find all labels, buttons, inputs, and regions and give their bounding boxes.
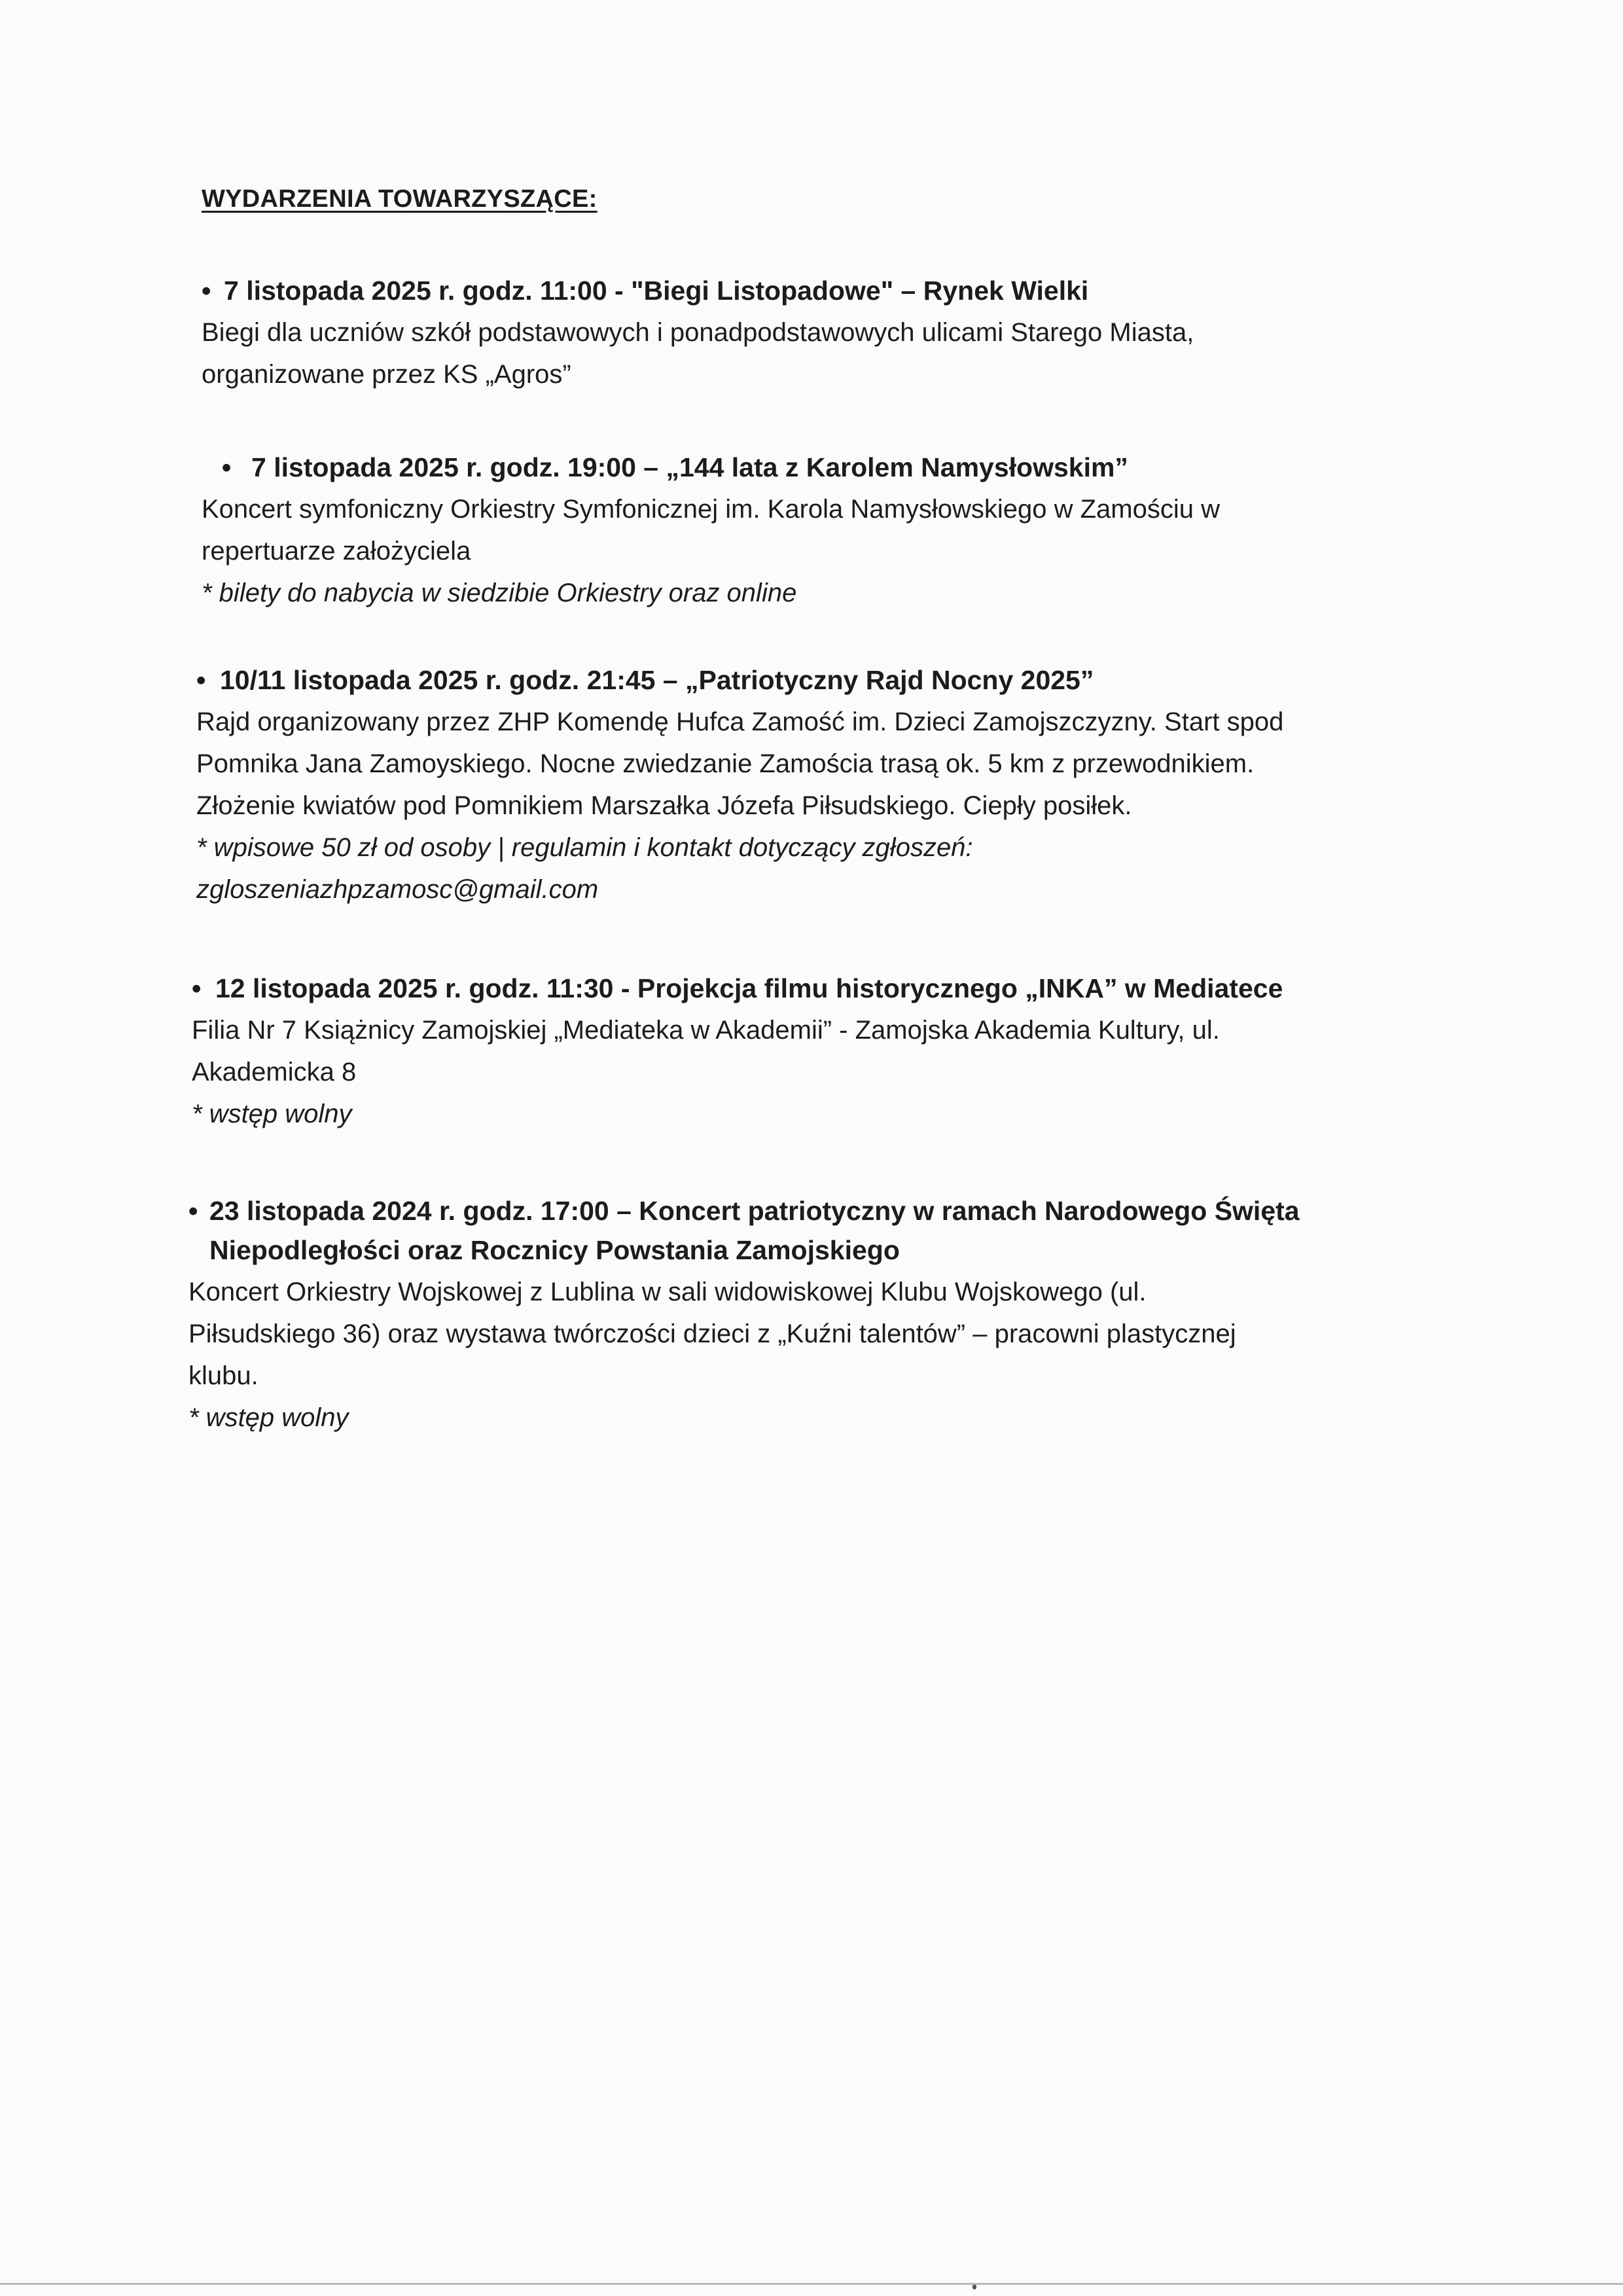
event-contact-email[interactable]: zgloszeniazhpzamosc@gmail.com (196, 875, 599, 904)
event-note: * bilety do nabycia w siedzibie Orkiestry oraz online (202, 579, 797, 607)
event-description: Piłsudskiego 36) oraz wystawa twórczości dzieci z „Kuźni talentów” – pracowni plastycznej (188, 1319, 1236, 1348)
event-note: * wstęp wolny (192, 1100, 352, 1128)
bullet-icon: • (188, 1196, 198, 1226)
event-description: repertuarze założyciela (202, 537, 471, 565)
bullet-icon: • (202, 276, 211, 306)
event-title-text: 7 listopada 2025 r. godz. 11:00 - "Biegi Listopadowe" – Rynek Wielki (224, 276, 1089, 306)
scan-edge-line (0, 2283, 1623, 2285)
event-item (202, 274, 1623, 395)
event-item (202, 450, 1623, 614)
scan-speck (972, 2284, 976, 2289)
event-description: Akademicka 8 (192, 1058, 357, 1086)
bullet-icon: • (192, 973, 202, 1003)
bullet-icon: • (221, 452, 232, 482)
event-description: Koncert symfoniczny Orkiestry Symfonicznej im. Karola Namysłowskiego w Zamościu w (202, 495, 1220, 524)
event-description: Złożenie kwiatów pod Pomnikiem Marszałka Józefa Piłsudskiego. Ciepły posiłek. (196, 791, 1132, 820)
event-title-text: 23 listopada 2024 r. godz. 17:00 – Koncert patriotyczny w ramach Narodowego Święta (209, 1196, 1300, 1226)
event-description: Rajd organizowany przez ZHP Komendę Hufca Zamość im. Dzieci Zamojszczyzny. Start spod (196, 708, 1284, 736)
event-title-text: 7 listopada 2025 r. godz. 19:00 – „144 lata z Karolem Namysłowskim” (251, 452, 1128, 482)
event-description: Filia Nr 7 Książnicy Zamojskiej „Mediateka w Akademii” - Zamojska Akademia Kultury, ul. (192, 1016, 1220, 1045)
event-description: Pomnika Jana Zamoyskiego. Nocne zwiedzanie Zamościa trasą ok. 5 km z przewodnikiem. (196, 749, 1255, 778)
event-note: * wstęp wolny (188, 1403, 349, 1432)
bullet-icon: • (196, 665, 206, 695)
event-title-text: 12 listopada 2025 r. godz. 11:30 - Projekcja filmu historycznego „INKA” w Mediatece (215, 973, 1283, 1003)
event-note: * wpisowe 50 zł od osoby | regulamin i kontakt dotyczący zgłoszeń: (196, 833, 973, 862)
event-title (192, 971, 1623, 1005)
event-title-text: 10/11 listopada 2025 r. godz. 21:45 – „Patriotyczny Rajd Nocny 2025” (220, 665, 1094, 695)
event-description: Biegi dla uczniów szkół podstawowych i ponadpodstawowych ulicami Starego Miasta, (202, 318, 1194, 347)
event-title-continued: Niepodległości oraz Rocznicy Powstania Zamojskiego (209, 1235, 900, 1265)
event-title (188, 1194, 1623, 1228)
event-title (202, 450, 1623, 484)
event-description: organizowane przez KS „Agros” (202, 360, 571, 389)
event-description: klubu. (188, 1361, 259, 1390)
event-item (196, 663, 1623, 910)
event-item (192, 971, 1623, 1135)
event-item (188, 1194, 1623, 1439)
event-title (202, 274, 1623, 308)
event-description: Koncert Orkiestry Wojskowej z Lublina w sali widowiskowej Klubu Wojskowego (ul. (188, 1278, 1147, 1306)
event-title (196, 663, 1623, 697)
section-heading: WYDARZENIA TOWARZYSZĄCE: (202, 185, 597, 213)
